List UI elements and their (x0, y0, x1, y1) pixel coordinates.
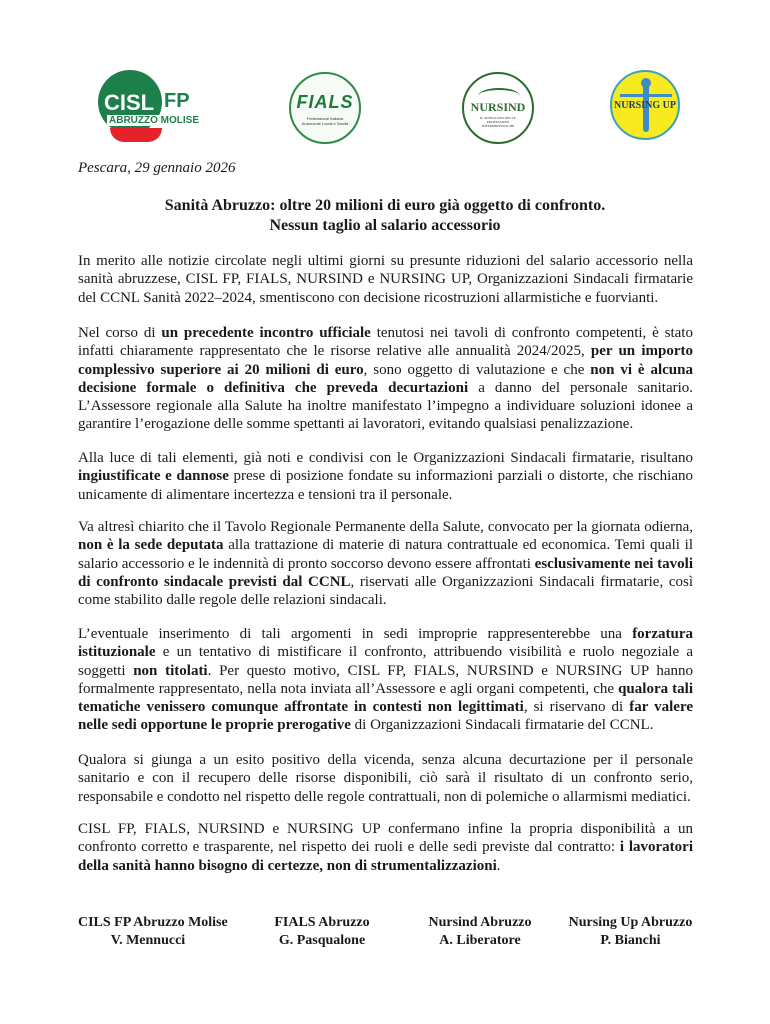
body-paragraph (78, 751, 693, 806)
text-segment: Va altresì chiarito che il Tavolo Regionale Permanente della Salute, convocato per la giornata odierna, (78, 519, 693, 535)
body-paragraph (78, 252, 693, 307)
signature-org: CILS FP Abruzzo Molise (78, 915, 228, 930)
signature-name: P. Bianchi (600, 933, 661, 948)
text-segment: e un tentativo di mistificare il confronto, attribuendo visibilità e ruolo negoziale a soggetti (78, 644, 693, 679)
bold-text-segment: ingiustificate e dannose (78, 468, 229, 485)
text-segment: , sono oggetto di valutazione e che (363, 361, 591, 378)
text-segment: , si riservano di (523, 699, 630, 716)
bold-text-segment: qualora tali tematiche venissero comunque affrontate in contesti non legittimati (78, 680, 693, 716)
bold-text-segment: non titolati (133, 662, 208, 679)
signature-org: Nursing Up Abruzzo (568, 915, 693, 930)
body-paragraph (78, 625, 693, 735)
text-segment: tenutosi nei tavoli di confronto competenti, è stato infatti chiaramente rappresentato che le risorse relative alle annualità 2024/2025, (78, 325, 693, 360)
text-segment: Qualora si giunga a un esito positivo della vicenda, senza alcuna decurtazione per il personale sanitario e con il recupero delle risorse disponibili, ciò sarà il risultato di un confronto serio, responsabile e condotto nel rispetto delle regole contrattuali, non di polemiche o allarmismi mediatici. (78, 752, 693, 805)
text-segment: Alla luce di tali elementi, già noti e condivisi con le Organizzazioni Sindacali firmatarie, risultano (78, 450, 693, 466)
text-segment: CISL FP, FIALS, NURSIND e NURSING UP confermano infine la propria disponibilità a un confronto corretto e trasparente, nel rispetto dei ruoli e delle sedi previste dal contratto: (78, 821, 693, 856)
cisl-fp-logo (96, 68, 211, 146)
nursind-logo (462, 72, 534, 144)
fials-logo (289, 72, 361, 144)
bold-text-segment: per un importo complessivo superiore ai 20 milioni di euro (78, 343, 693, 378)
text-segment: Nel corso di (78, 325, 162, 341)
title-line-1: Sanità Abruzzo: oltre 20 milioni di euro già oggetto di confronto. (164, 197, 606, 214)
bold-text-segment: far valere nelle sedi opportune le proprie prerogative (78, 699, 693, 734)
fials-subtitle: Federazione Italiana Autonomie Locali e Sanità (301, 116, 349, 126)
signature-org: FIALS Abruzzo (274, 915, 370, 930)
signature-name: V. Mennucci (110, 933, 186, 948)
text-segment: . (496, 857, 501, 874)
fials-logo-text: FIALS (296, 92, 354, 112)
signature-nursind (415, 914, 545, 950)
nursind-subtitle: IL SINDACATO DELLE PROFESSIONI INFERMIERISTICHE (480, 116, 516, 128)
text-segment: , riservati alle Organizzazioni Sindacali firmatarie, così come stabilito dalle regole delle relazioni sindacali. (78, 573, 693, 609)
bold-text-segment: non vi è alcuna decisione formale o definitiva che preveda decurtazioni (78, 361, 693, 396)
body-paragraph (78, 449, 693, 504)
text-segment: alla trattazione di materie di natura contrattuale ed economica. Temi quali il salario accessorio e le indennità di pronto soccorso devono essere affrontati (78, 537, 693, 572)
text-segment: di Organizzazioni Sindacali firmatarie del CCNL. (350, 717, 654, 734)
text-segment: In merito alle notizie circolate negli ultimi giorni su presunte riduzioni del salario accessorio nella sanità abruzzese, CISL FP, FIALS, NURSIND e NURSING UP, Organizzazioni Sindacali firmatarie del CCNL Sanità 2022–2024, smentiscono con decisione ricostruzioni allarmistiche e fuorvianti. (78, 253, 693, 306)
nursing-up-logo (610, 70, 680, 140)
bold-text-segment: non è la sede deputata (78, 537, 224, 554)
body-paragraph (78, 820, 693, 875)
text-segment: . Per questo motivo, CISL FP, FIALS, NURSIND e NURSING UP hanno formalmente rappresentato, nella nota inviata all’Assessore e agli organi competenti, che (78, 662, 693, 697)
cisl-logo-text: CISL (104, 90, 155, 115)
signature-cisl (78, 914, 228, 950)
signature-nursing-up (563, 914, 698, 950)
document-title (0, 196, 770, 236)
signature-name: G. Pasqualone (278, 933, 366, 948)
text-segment: prese di posizione fondate su informazioni parziali o distorte, che rischiano unicamente di alimentare incertezza e tensioni tra il personale. (78, 468, 693, 503)
cisl-fp-text: FP (164, 90, 190, 112)
bold-text-segment: i lavoratori della sanità hanno bisogno di certezze, non di strumentalizzazioni (78, 839, 693, 874)
cisl-region-text: ABRUZZO MOLISE (109, 115, 199, 126)
signature-org: Nursind Abruzzo (428, 915, 532, 930)
bold-text-segment: esclusivamente nei tavoli di confronto sindacale previsti dal CCNL (78, 555, 693, 590)
nursind-logo-text: NURSIND (470, 100, 526, 114)
body-paragraph (78, 324, 693, 434)
bold-text-segment: forzatura istituzionale (78, 626, 693, 661)
text-segment: a danno del personale sanitario. L’Assessore regionale alla Salute ha inoltre manifestato l’impegno a individuare soluzioni idonee a garantire l’erogazione delle somme spettanti ai lavoratori, evitando qualsiasi penalizzazione. (78, 379, 694, 433)
cisl-red-swoosh (110, 128, 162, 142)
body-paragraph (78, 518, 693, 609)
bold-text-segment: un precedente incontro ufficiale (161, 325, 371, 341)
document-date: Pescara, 29 gennaio 2026 (78, 160, 236, 176)
signature-fials (262, 914, 382, 950)
text-segment: L’eventuale inserimento di tali argomenti in sedi improprie rappresenterebbe una (78, 626, 633, 642)
title-line-2: Nessun taglio al salario accessorio (269, 217, 501, 234)
nursing-up-logo-text: NURSING UP (614, 100, 676, 111)
signature-name: A. Liberatore (439, 933, 521, 948)
logo-header (0, 62, 770, 152)
